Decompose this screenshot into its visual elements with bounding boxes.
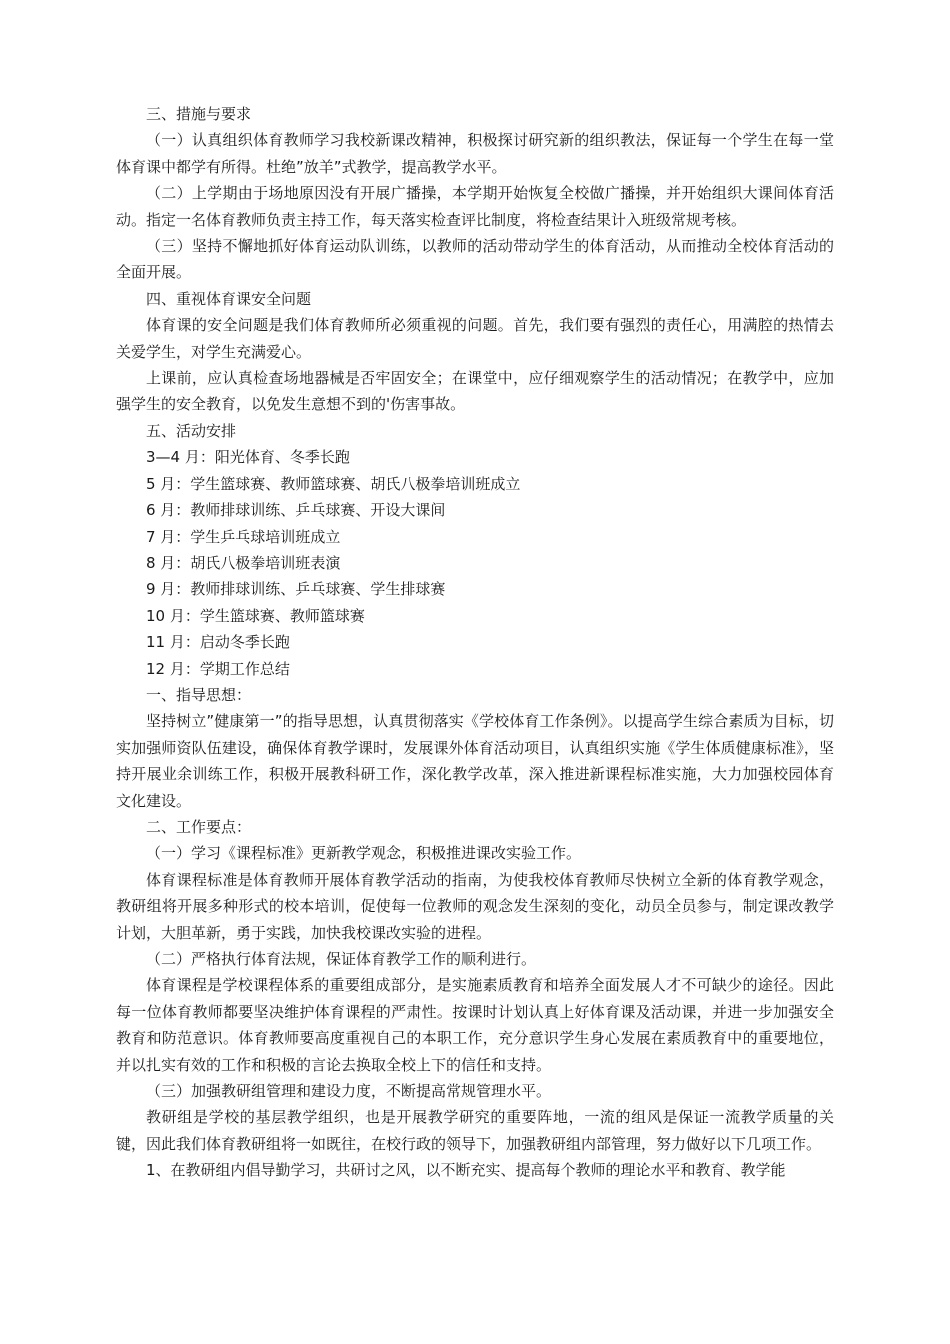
- paragraph: 上课前，应认真检查场地器械是否牢固安全；在课堂中，应仔细观察学生的活动情况；在教学中，应加强学生的安全教育，以免发生意想不到的'伤害事故。: [116, 369, 834, 414]
- paragraph: 体育课程是学校课程体系的重要组成部分，是实施素质教育和培养全面发展人才不可缺少的途径。因此每一位体育教师都要坚决维护体育课程的严肃性。按课时计划认真上好体育课及活动课，并进一步加强安全教育和防范意识。体育教师要高度重视自己的本职工作，充分意识学生身心发展在素质教育中的重要地位，并以扎实有效的工作和积极的言论去换取全校上下的信任和支持。: [116, 976, 834, 1074]
- schedule-item: 3—4 月：阳光体育、冬季长跑: [146, 448, 350, 467]
- paragraph: 教研组是学校的基层教学组织，也是开展教学研究的重要阵地，一流的组风是保证一流教学质量的关键，因此我们体育教研组将一如既往，在校行政的领导下，加强教研组内部管理，努力做好以下几项工作。: [116, 1108, 834, 1153]
- schedule-item: 10 月：学生篮球赛、教师篮球赛: [146, 606, 365, 625]
- paragraph: （一）认真组织体育教师学习我校新课改精神，积极探讨研究新的组织教法，保证每一个学生在每一堂体育课中都学有所得。杜绝”放羊”式教学，提高教学水平。: [116, 131, 834, 176]
- section-heading-safety: 四、重视体育课安全问题: [146, 289, 312, 308]
- schedule-item: 6 月：教师排球训练、乒乓球赛、开设大课间: [146, 501, 446, 520]
- paragraph: （二）上学期由于场地原因没有开展广播操，本学期开始恢复全校做广播操，并开始组织大课间体育活动。指定一名体育教师负责主持工作，每天落实检查评比制度，将检查结果计入班级常规考核。: [116, 184, 834, 229]
- section-heading-measures: 三、措施与要求: [146, 105, 252, 123]
- schedule-item: 9 月：教师排球训练、乒乓球赛、学生排球赛: [146, 580, 446, 599]
- paragraph: 坚持树立”健康第一”的指导思想，认真贯彻落实《学校体育工作条例》。以提高学生综合素质为目标，切实加强师资队伍建设，确保体育教学课时，发展课外体育活动项目，认真组织实施《学生体质健康标准》，坚持开展业余训练工作，积极开展教科研工作，深化教学改革，深入推进新课程标准实施，大力加强校园体育文化建设。: [116, 712, 834, 810]
- paragraph: （三）坚持不懈地抓好体育运动队训练，以教师的活动带动学生的体育活动，从而推动全校体育活动的全面开展。: [116, 237, 834, 282]
- schedule-item: 5 月：学生篮球赛、教师篮球赛、胡氏八极拳培训班成立: [146, 474, 521, 493]
- schedule-item: 12 月：学期工作总结: [146, 659, 290, 678]
- paragraph: 1、在教研组内倡导勤学习，共研讨之风，以不断充实、提高每个教师的理论水平和教育、教学能: [146, 1161, 786, 1180]
- section-heading-work-points: 二、工作要点：: [146, 817, 252, 836]
- paragraph: 体育课的安全问题是我们体育教师所必须重视的问题。首先，我们要有强烈的责任心，用满腔的热情去关爱学生，对学生充满爱心。: [116, 316, 834, 361]
- subheading: （一）学习《课程标准》更新教学观念，积极推进课改实验工作。: [146, 844, 582, 863]
- document-page: [116, 101, 834, 1184]
- schedule-item: 11 月：启动冬季长跑: [146, 633, 290, 652]
- section-heading-guiding-ideology: 一、指导思想：: [146, 685, 252, 704]
- schedule-item: 8 月：胡氏八极拳培训班表演: [146, 553, 341, 572]
- section-heading-activities: 五、活动安排: [146, 421, 237, 440]
- paragraph: 体育课程标准是体育教师开展体育教学活动的指南，为使我校体育教师尽快树立全新的体育教学观念，教研组将开展多种形式的校本培训，促使每一位教师的观念发生深刻的变化，动员全员参与，制定课改教学计划，大胆革新，勇于实践，加快我校课改实验的进程。: [116, 870, 834, 942]
- subheading: （三）加强教研组管理和建设力度，不断提高常规管理水平。: [146, 1082, 552, 1101]
- subheading: （二）严格执行体育法规，保证体育教学工作的顺利进行。: [146, 950, 537, 968]
- schedule-item: 7 月：学生乒乓球培训班成立: [146, 527, 341, 546]
